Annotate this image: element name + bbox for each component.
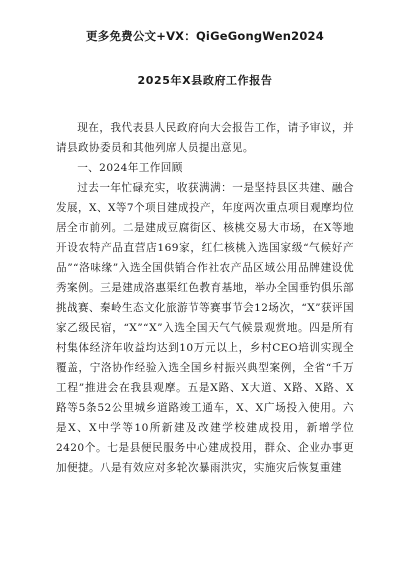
intro-paragraph: 现在，我代表县人民政府向大会报告工作，请予审议，并请县政协委员和其他列席人员提出意见。 xyxy=(56,122,354,154)
header-watermark-text: 更多免费公文+VX：QiGeGongWen2024 xyxy=(86,29,324,43)
section-heading-review: 一、2024年工作回顾 xyxy=(77,162,183,174)
document-title: 2025年X县政府工作报告 xyxy=(137,74,273,87)
review-paragraph: 过去一年忙碌充实，收获满满：一是坚持县区共建、融合发展，X、X等7个项目建成投产，年度两次重点项目观摩均位居全市前列。二是建成豆腐街区、核桃交易大市场，在X等地开设农特产品直营店169家，红仁核桃入选国家级“气候好产品”“洛味缘”入选全国供销合作社农产品区域公用品牌建设优秀案例。三是建成洛惠渠红色教育基地，举办全国垂钓俱乐部挑战赛、秦岭生态文化旅游节等赛事节会12场次，“X”获评国家乙级民宿，“X”“X”入选全国天气气候景观赏地。四是所有村集体经济年收益均达到10万元以上，乡村CEO培训实现全覆盖，宁洛协作经验入选全国乡村振兴典型案例，全省“千万工程”推进会在我县观摩。五是X路、X大道、X路、X路、X路等5条52公里城乡道路竣工通车，X、X广场投入使用。六是X、X中学等10所新建及改建学校建成投用，新增学位2420个。七是县便民服务中心建成投用，群众、企业办事更加便捷。八是有效应对多轮次暴雨洪灾，实施灾后恢复重建 xyxy=(56,182,354,474)
document-body xyxy=(56,118,354,478)
